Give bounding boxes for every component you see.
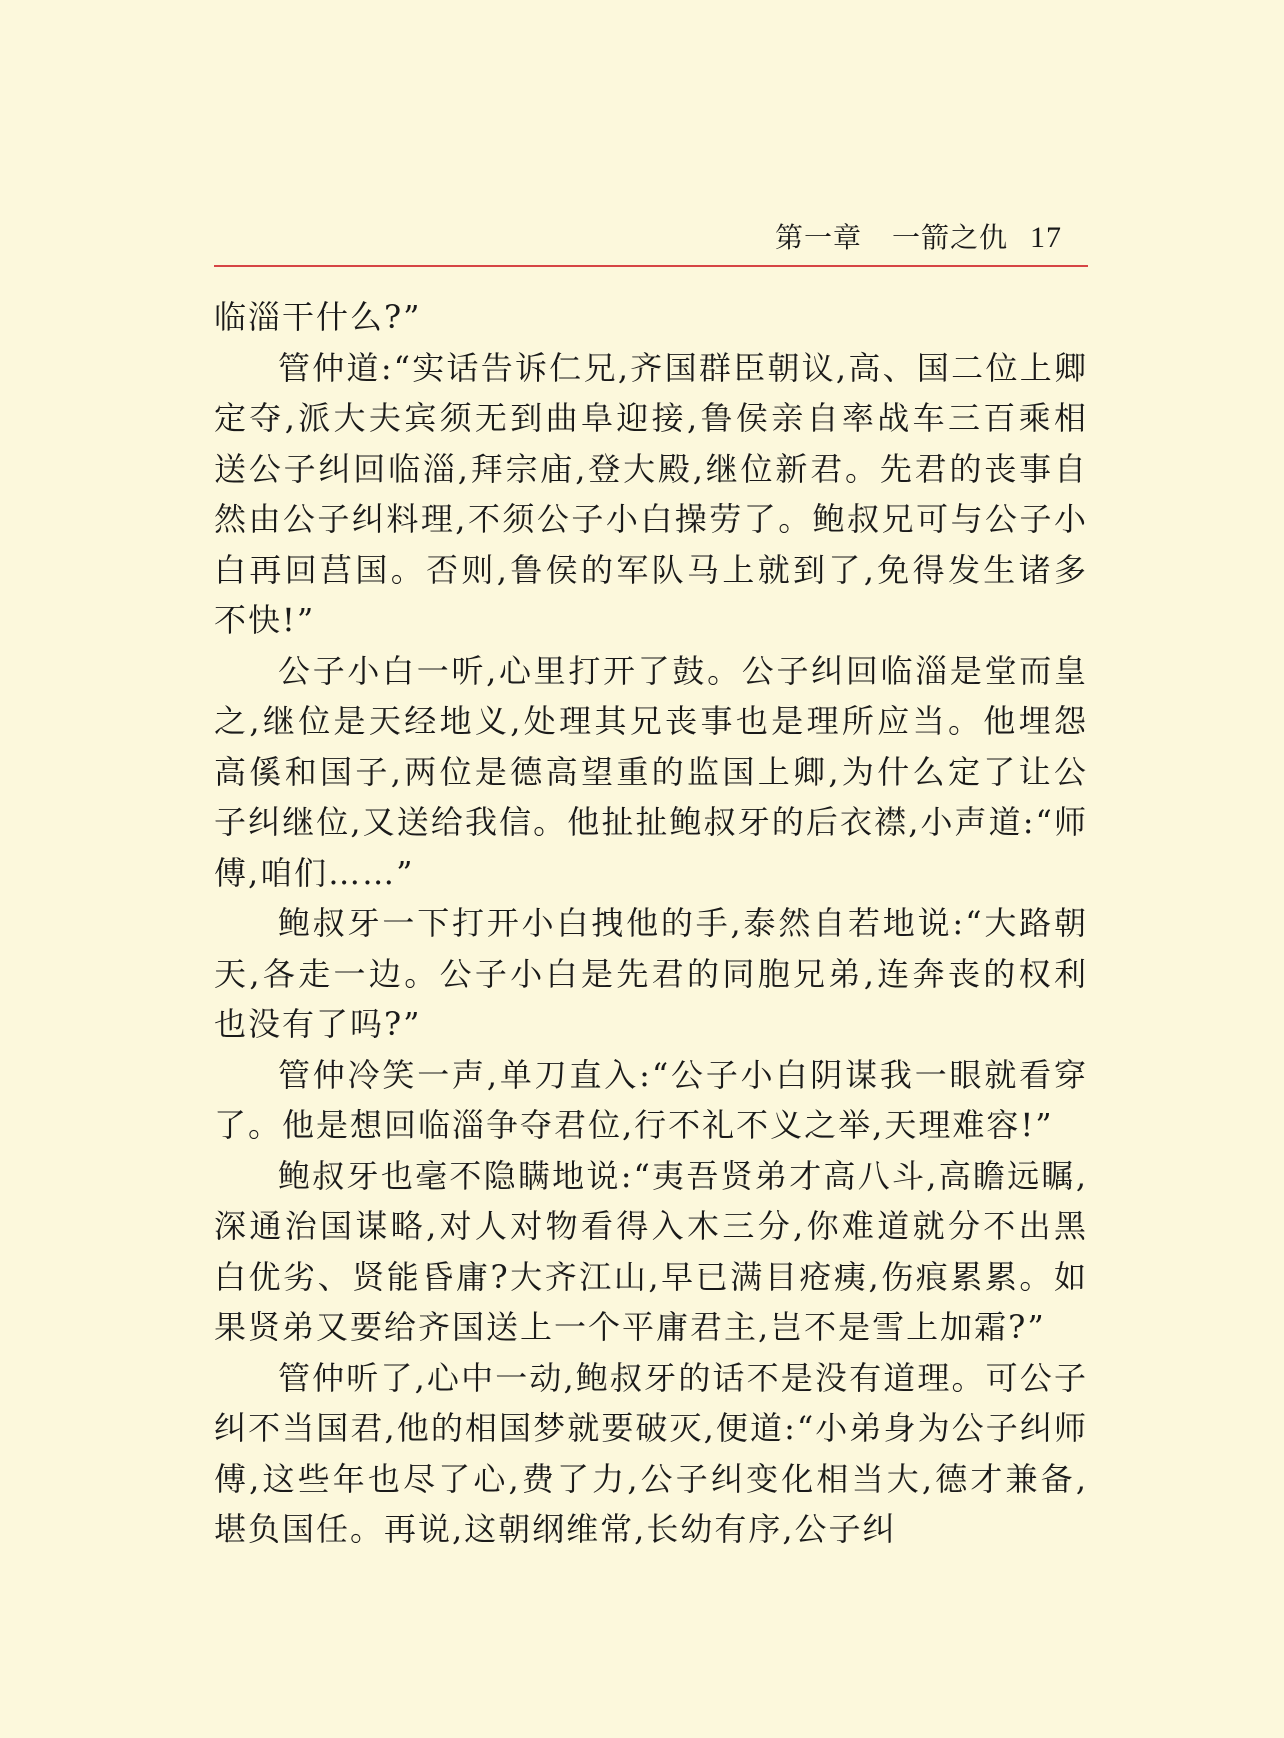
paragraph: 鲍叔牙也毫不隐瞒地说:“夷吾贤弟才高八斗,高瞻远瞩,深通治国谋略,对人对物看得入木三分,你难道就分不出黑白优劣、贤能昏庸?大齐江山,早已满目疮痍,伤痕累累。如果贤弟又要给齐国送上一个平庸君主,岂不是雪上加霜?” [214,1156,1088,1346]
paragraph: 管仲听了,心中一动,鲍叔牙的话不是没有道理。可公子纠不当国君,他的相国梦就要破灭,便道:“小弟身为公子纠师傅,这些年也尽了心,费了力,公子纠变化相当大,德才兼备,堪负国任。再说,这朝纲维常,长幼有序,公子纠 [214,1358,1088,1548]
running-head [214,218,1086,258]
paragraph: 管仲道:“实话告诉仁兄,齐国群臣朝议,高、国二位上卿定夺,派大夫宾须无到曲阜迎接,鲁侯亲自率战车三百乘相送公子纠回临淄,拜宗庙,登大殿,继位新君。先君的丧事自然由公子纠料理,不须公子小白操劳了。鲍叔兄可与公子小白再回莒国。否则,鲁侯的军队马上就到了,免得发生诸多不快!” [214,348,1088,639]
chapter-label: 第一章 [774,221,862,254]
paragraph: 临淄干什么?” [214,298,422,336]
paragraph: 鲍叔牙一下打开小白拽他的手,泰然自若地说:“大路朝天,各走一边。公子小白是先君的同胞兄弟,连奔丧的权利也没有了吗?” [214,904,1088,1043]
page-number: 17 [1030,221,1062,254]
chapter-title: 一箭之仇 [891,221,1008,254]
paragraph: 公子小白一听,心里打开了鼓。公子纠回临淄是堂而皇之,继位是天经地义,处理其兄丧事也是理所应当。他埋怨高傒和国子,两位是德高望重的监国上卿,为什么定了让公子纠继位,又送给我信。他扯扯鲍叔牙的后衣襟,小声道:“师傅,咱们……” [214,651,1088,892]
paragraph: 管仲冷笑一声,单刀直入:“公子小白阴谋我一眼就看穿了。他是想回临淄争夺君位,行不礼不义之举,天理难容!” [214,1055,1088,1144]
body-text [214,292,1088,1555]
header-rule [214,265,1088,267]
